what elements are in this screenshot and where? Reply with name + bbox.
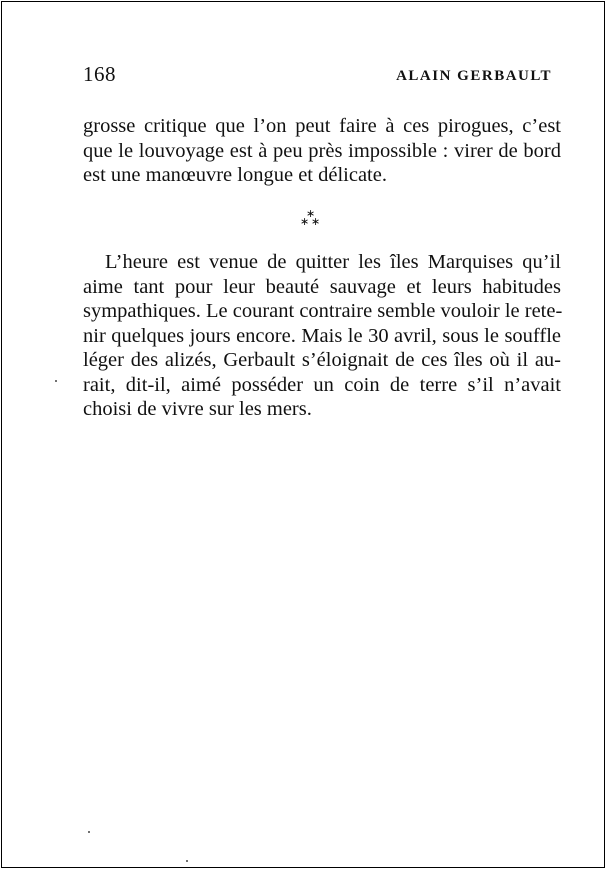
asterism-star-right: ∗: [311, 215, 321, 228]
paragraph-departure: [83, 250, 561, 422]
running-head: ALAIN GERBAULT: [396, 68, 552, 84]
asterism-star-top: ∗: [306, 207, 316, 220]
text-line: L’heure est venue de quitter les îles Marquises qu’il: [105, 251, 561, 273]
scan-speck: [88, 831, 90, 833]
text-line: choisi de vivre sur les mers.: [83, 398, 312, 420]
text-line: léger des alizés, Gerbault s’éloignait de ces îles où il au-: [83, 349, 561, 371]
asterism-icon: [299, 208, 321, 228]
text-line: nir quelques jours encore. Mais le 30 avril, sous le souffle: [83, 324, 561, 347]
page-number: 168: [83, 62, 116, 86]
book-page: [1, 1, 605, 868]
text-line: aime tant pour leur beauté sauvage et leurs habitudes: [83, 275, 561, 298]
text-line: que le louvoyage est à peu près impossible : virer de bord: [83, 139, 561, 162]
asterism-star-left: ∗: [300, 215, 310, 228]
scan-speck: [186, 860, 188, 862]
text-line: est une manœuvre longue et délicate.: [83, 164, 387, 186]
text-line: sympathiques. Le courant contraire semble vouloir le rete-: [83, 300, 563, 322]
paragraph-continued: [83, 114, 561, 188]
text-line: rait, dit-il, aimé posséder un coin de terre s’il n’avait: [83, 373, 561, 396]
text-line: grosse critique que l’on peut faire à ces pirogues, c’est: [83, 115, 561, 137]
scan-speck: [55, 380, 57, 382]
